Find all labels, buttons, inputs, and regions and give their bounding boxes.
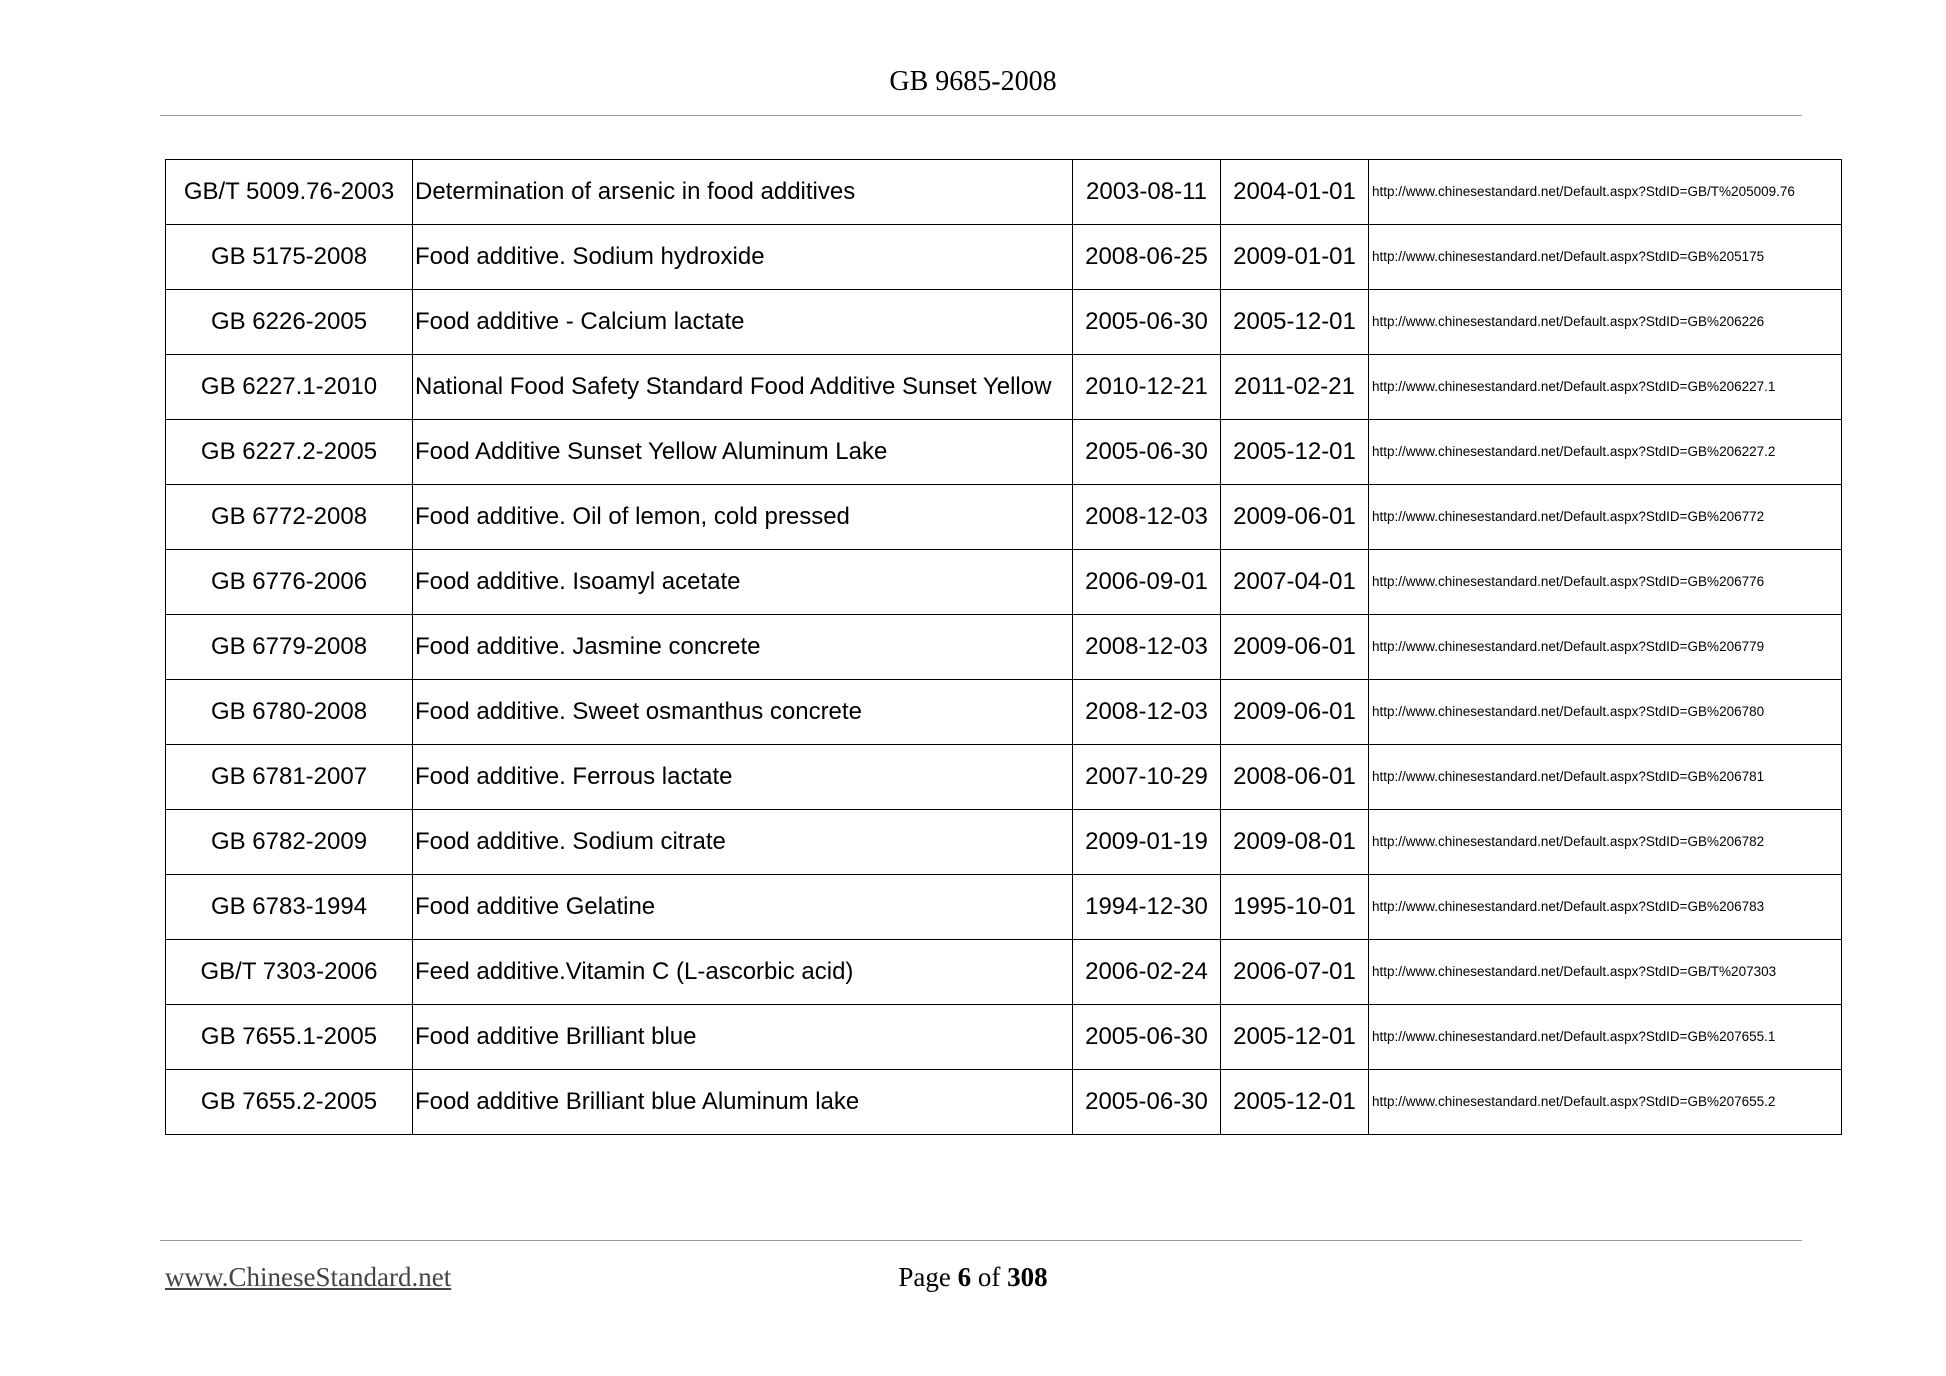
table-row [166,940,1842,1005]
standard-code-cell: GB 6772-2008 [166,485,413,550]
effective-date-cell: 2011-02-21 [1221,355,1369,420]
standard-url-link[interactable]: http://www.chinesestandard.net/Default.aspx?StdID=GB%206776 [1369,550,1842,615]
standard-name-cell: Food additive Brilliant blue Aluminum lake [413,1070,1073,1135]
effective-date-cell: 2005-12-01 [1221,1070,1369,1135]
standards-table [165,159,1842,1135]
table-row [166,745,1842,810]
standard-url-link[interactable]: http://www.chinesestandard.net/Default.aspx?StdID=GB%207655.1 [1369,1005,1842,1070]
standard-url-link[interactable]: http://www.chinesestandard.net/Default.aspx?StdID=GB%205175 [1369,225,1842,290]
footer-divider [160,1240,1802,1241]
effective-date-cell: 2006-07-01 [1221,940,1369,1005]
standard-name-cell: Food additive. Ferrous lactate [413,745,1073,810]
standard-code-cell: GB 6781-2007 [166,745,413,810]
table-row [166,1005,1842,1070]
standard-name-cell: Food additive. Jasmine concrete [413,615,1073,680]
table-row [166,355,1842,420]
effective-date-cell: 1995-10-01 [1221,875,1369,940]
standard-code-cell: GB 6226-2005 [166,290,413,355]
effective-date-cell: 2007-04-01 [1221,550,1369,615]
issue-date-cell: 2008-12-03 [1073,485,1221,550]
table-row [166,225,1842,290]
standard-code-cell: GB 6783-1994 [166,875,413,940]
standard-name-cell: Feed additive.Vitamin C (L-ascorbic acid) [413,940,1073,1005]
issue-date-cell: 2005-06-30 [1073,420,1221,485]
standards-table-body [166,160,1842,1135]
standard-code-cell: GB 6782-2009 [166,810,413,875]
issue-date-cell: 2008-06-25 [1073,225,1221,290]
header-divider [160,115,1802,116]
effective-date-cell: 2009-01-01 [1221,225,1369,290]
effective-date-cell: 2008-06-01 [1221,745,1369,810]
standard-url-link[interactable]: http://www.chinesestandard.net/Default.aspx?StdID=GB%206772 [1369,485,1842,550]
issue-date-cell: 2003-08-11 [1073,160,1221,225]
effective-date-cell: 2009-06-01 [1221,680,1369,745]
standard-name-cell: Food additive. Isoamyl acetate [413,550,1073,615]
standard-code-cell: GB 6227.2-2005 [166,420,413,485]
standard-url-link[interactable]: http://www.chinesestandard.net/Default.aspx?StdID=GB%206227.1 [1369,355,1842,420]
effective-date-cell: 2005-12-01 [1221,420,1369,485]
table-row [166,485,1842,550]
issue-date-cell: 2006-09-01 [1073,550,1221,615]
effective-date-cell: 2005-12-01 [1221,290,1369,355]
standard-url-link[interactable]: http://www.chinesestandard.net/Default.aspx?StdID=GB%206779 [1369,615,1842,680]
standard-code-cell: GB 6779-2008 [166,615,413,680]
standard-url-link[interactable]: http://www.chinesestandard.net/Default.aspx?StdID=GB/T%205009.76 [1369,160,1842,225]
table-row [166,615,1842,680]
page-total: 308 [1007,1262,1048,1292]
standard-code-cell: GB 5175-2008 [166,225,413,290]
page-word: Page [898,1262,951,1292]
table-row [166,550,1842,615]
standard-code-cell: GB 6776-2006 [166,550,413,615]
effective-date-cell: 2009-06-01 [1221,485,1369,550]
standard-url-link[interactable]: http://www.chinesestandard.net/Default.aspx?StdID=GB/T%207303 [1369,940,1842,1005]
standard-code-cell: GB 6227.1-2010 [166,355,413,420]
page-header-title: GB 9685-2008 [889,66,1057,97]
standard-url-link[interactable]: http://www.chinesestandard.net/Default.aspx?StdID=GB%206226 [1369,290,1842,355]
standard-url-link[interactable]: http://www.chinesestandard.net/Default.aspx?StdID=GB%206780 [1369,680,1842,745]
issue-date-cell: 2009-01-19 [1073,810,1221,875]
issue-date-cell: 2005-06-30 [1073,290,1221,355]
standard-url-link[interactable]: http://www.chinesestandard.net/Default.aspx?StdID=GB%206227.2 [1369,420,1842,485]
effective-date-cell: 2009-06-01 [1221,615,1369,680]
effective-date-cell: 2005-12-01 [1221,1005,1369,1070]
standard-name-cell: Food Additive Sunset Yellow Aluminum Lake [413,420,1073,485]
standard-url-link[interactable]: http://www.chinesestandard.net/Default.aspx?StdID=GB%206782 [1369,810,1842,875]
issue-date-cell: 2005-06-30 [1073,1070,1221,1135]
page-of: of [977,1262,1001,1292]
standard-name-cell: Food additive. Oil of lemon, cold pressed [413,485,1073,550]
standard-code-cell: GB/T 5009.76-2003 [166,160,413,225]
table-row [166,875,1842,940]
effective-date-cell: 2004-01-01 [1221,160,1369,225]
issue-date-cell: 2008-12-03 [1073,680,1221,745]
standard-code-cell: GB 7655.1-2005 [166,1005,413,1070]
table-row [166,1070,1842,1135]
standard-code-cell: GB/T 7303-2006 [166,940,413,1005]
standard-name-cell: Food additive Brilliant blue [413,1005,1073,1070]
standard-name-cell: Food additive. Sweet osmanthus concrete [413,680,1073,745]
standard-name-cell: Food additive. Sodium hydroxide [413,225,1073,290]
standard-code-cell: GB 6780-2008 [166,680,413,745]
page-current: 6 [957,1262,972,1292]
issue-date-cell: 2007-10-29 [1073,745,1221,810]
standard-name-cell: Determination of arsenic in food additives [413,160,1073,225]
table-row [166,160,1842,225]
site-link[interactable]: www.ChineseStandard.net [165,1262,452,1292]
table-row [166,810,1842,875]
page-number [0,1260,1946,1294]
standard-name-cell: Food additive - Calcium lactate [413,290,1073,355]
standard-name-cell: Food additive. Sodium citrate [413,810,1073,875]
issue-date-cell: 1994-12-30 [1073,875,1221,940]
standard-code-cell: GB 7655.2-2005 [166,1070,413,1135]
standard-url-link[interactable]: http://www.chinesestandard.net/Default.aspx?StdID=GB%206781 [1369,745,1842,810]
standard-name-cell: Food additive Gelatine [413,875,1073,940]
table-row [166,290,1842,355]
standard-url-link[interactable]: http://www.chinesestandard.net/Default.aspx?StdID=GB%206783 [1369,875,1842,940]
issue-date-cell: 2006-02-24 [1073,940,1221,1005]
effective-date-cell: 2009-08-01 [1221,810,1369,875]
table-row [166,420,1842,485]
standard-url-link[interactable]: http://www.chinesestandard.net/Default.aspx?StdID=GB%207655.2 [1369,1070,1842,1135]
table-row [166,680,1842,745]
standard-name-cell: National Food Safety Standard Food Additive Sunset Yellow [413,355,1073,420]
issue-date-cell: 2005-06-30 [1073,1005,1221,1070]
issue-date-cell: 2010-12-21 [1073,355,1221,420]
issue-date-cell: 2008-12-03 [1073,615,1221,680]
